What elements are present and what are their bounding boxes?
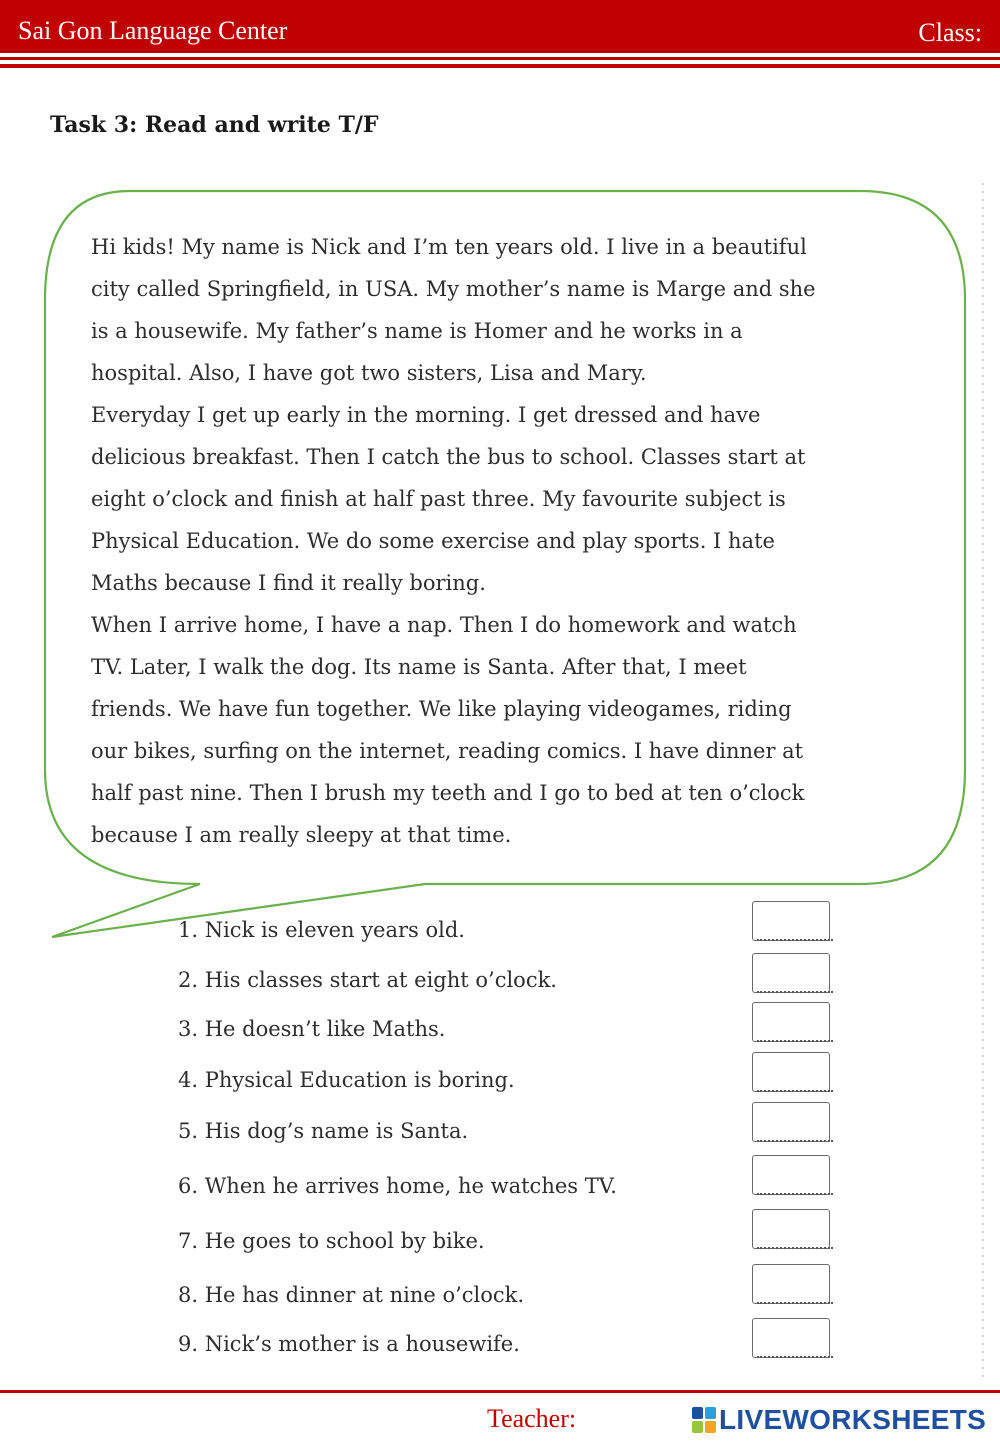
question-3: 3. He doesn’t like Maths. [178,1017,446,1041]
question-8: 8. He has dinner at nine o’clock. [178,1283,525,1307]
answer-box-4[interactable] [752,1052,830,1092]
passage-line: TV. Later, I walk the dog. Its name is Santa. After that, I meet [91,655,747,679]
passage-line: Maths because I find it really boring. [91,571,486,595]
task-title: Task 3: Read and write T/F [50,112,379,138]
answer-box-7[interactable] [752,1209,830,1249]
answer-box-8[interactable] [752,1264,830,1304]
answer-box-1[interactable] [752,901,830,941]
question-7: 7. He goes to school by bike. [178,1229,485,1253]
answer-box-6[interactable] [752,1155,830,1195]
question-4: 4. Physical Education is boring. [178,1068,515,1092]
liveworksheets-logo [692,1404,986,1436]
logo-grid-icon [692,1407,716,1433]
passage-line: half past nine. Then I brush my teeth and I go to bed at ten o’clock [91,781,805,805]
school-name: Sai Gon Language Center [18,16,288,45]
passage-line: our bikes, surfing on the internet, reading comics. I have dinner at [91,739,804,763]
passage-line: delicious breakfast. Then I catch the bus to school. Classes start at [91,445,806,469]
answer-box-9[interactable] [752,1318,830,1358]
question-9: 9. Nick’s mother is a housewife. [178,1332,520,1356]
passage-line: because I am really sleepy at that time. [91,823,512,847]
question-5: 5. His dog’s name is Santa. [178,1119,469,1143]
answer-box-2[interactable] [752,953,830,993]
passage-line: is a housewife. My father’s name is Homer and he works in a [91,319,743,343]
answer-box-3[interactable] [752,1002,830,1042]
passage-line: friends. We have fun together. We like playing videogames, riding [91,697,792,721]
passage-line: Hi kids! My name is Nick and I’m ten years old. I live in a beautiful [91,235,807,259]
answer-box-5[interactable] [752,1102,830,1142]
question-1: 1. Nick is eleven years old. [178,918,465,942]
passage-line: eight o’clock and finish at half past three. My favourite subject is [91,487,786,511]
passage-line: city called Springfield, in USA. My mother’s name is Marge and she [91,277,816,301]
teacher-label: Teacher: [487,1404,577,1433]
passage-line: Everyday I get up early in the morning. I get dressed and have [91,403,761,427]
passage-line: hospital. Also, I have got two sisters, Lisa and Mary. [91,361,647,385]
reading-passage [91,226,921,856]
question-6: 6. When he arrives home, he watches TV. [178,1174,617,1198]
passage-line: When I arrive home, I have a nap. Then I do homework and watch [91,613,797,637]
class-label: Class: [918,18,982,47]
footer-rule [0,1390,1000,1393]
logo-text: LIVEWORKSHEETS [719,1404,987,1435]
passage-line: Physical Education. We do some exercise and play sports. I hate [91,529,775,553]
question-2: 2. His classes start at eight o’clock. [178,968,557,992]
